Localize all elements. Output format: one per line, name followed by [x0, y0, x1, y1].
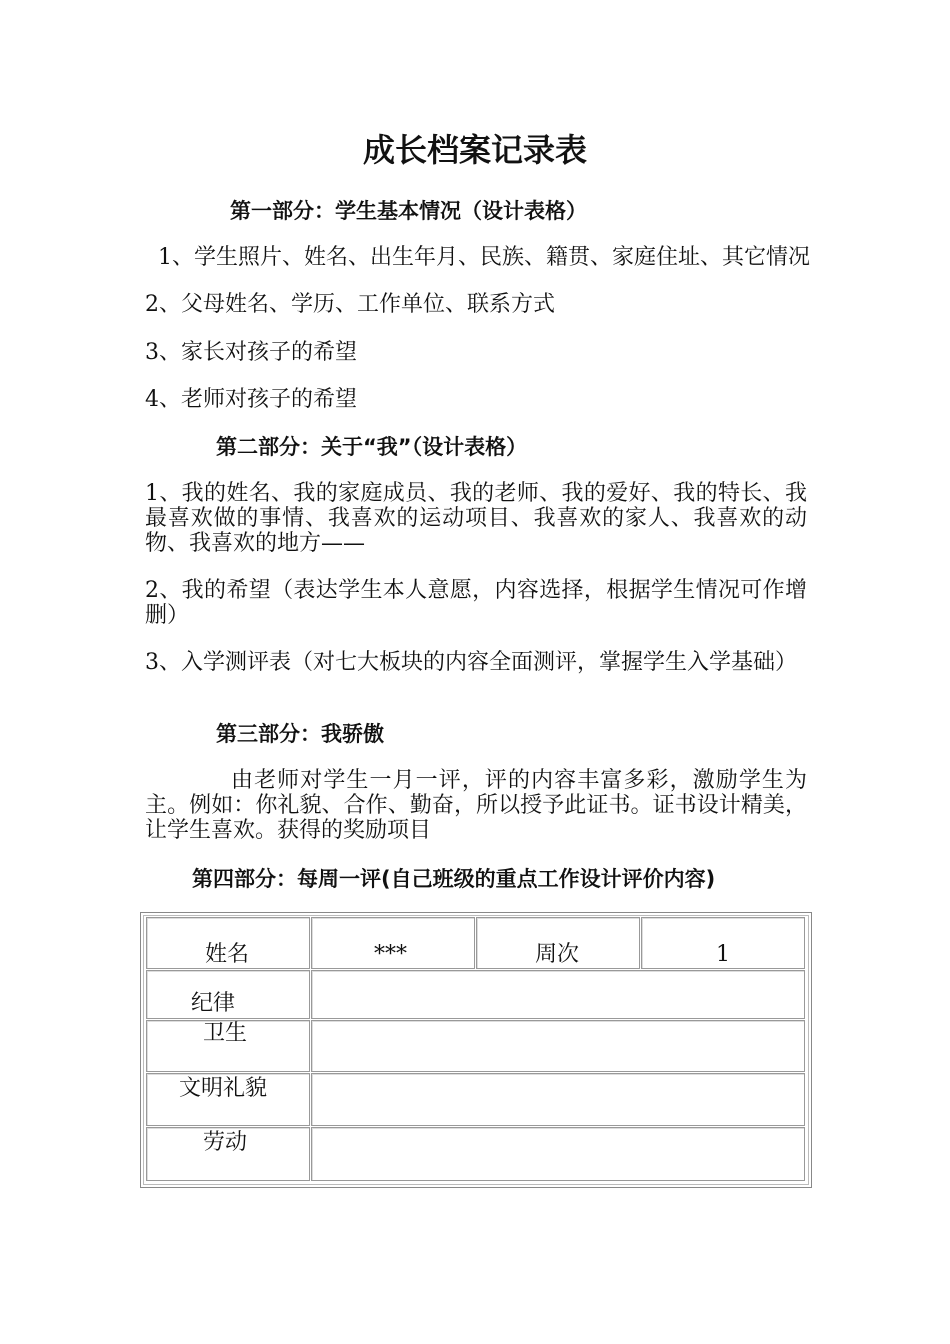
section-heading-part3: 第三部分：我骄傲 [216, 722, 384, 746]
table-header-cell [641, 917, 805, 969]
row-label: 劳动 [203, 1130, 248, 1155]
list-item: 1、学生照片、姓名、出生年月、民族、籍贯、家庭住址、其它情况 [158, 245, 810, 270]
list-item: 4、老师对孩子的希望 [145, 387, 357, 412]
table-row-label-cell [146, 970, 310, 1019]
section-heading-part1: 第一部分：学生基本情况（设计表格） [230, 199, 587, 223]
header-label-name: 姓名 [205, 942, 250, 967]
table-row-label-cell [146, 1020, 310, 1072]
paragraph: 由老师对学生一月一评，评的内容丰富多彩，激励学生为主。例如：你礼貌、合作、勤奋，所以授予此证书。证书设计精美，让学生喜欢。获得的奖励项目 [145, 768, 807, 843]
header-value-name: *** [374, 942, 407, 967]
table-header-cell [476, 917, 640, 969]
table-row-label-cell [146, 1127, 310, 1181]
table-row-value-cell [311, 970, 805, 1019]
header-label-week: 周次 [535, 942, 580, 967]
row-label: 卫生 [203, 1021, 248, 1046]
header-value-week: 1 [716, 942, 730, 967]
list-item: 3、入学测评表（对七大板块的内容全面测评，掌握学生入学基础） [145, 650, 797, 675]
list-item: 3、家长对孩子的希望 [145, 340, 357, 365]
list-item: 1、我的姓名、我的家庭成员、我的老师、我的爱好、我的特长、我最喜欢做的事情、我喜欢的运动项目、我喜欢的家人、我喜欢的动物、我喜欢的地方—— [145, 481, 807, 556]
list-item: 2、我的希望（表达学生本人意愿，内容选择，根据学生情况可作增删） [145, 578, 807, 628]
table-header-cell [311, 917, 475, 969]
table-row-value-cell [311, 1073, 805, 1126]
section-heading-part4: 第四部分：每周一评(自己班级的重点工作设计评价内容) [192, 867, 716, 891]
section-heading-part2: 第二部分：关于“我”（设计表格） [216, 435, 528, 459]
table-header-cell [146, 917, 310, 969]
page-title: 成长档案记录表 [362, 131, 587, 169]
list-item: 2、父母姓名、学历、工作单位、联系方式 [145, 292, 555, 317]
table-row-value-cell [311, 1020, 805, 1072]
table-row-value-cell [311, 1127, 805, 1181]
row-label: 文明礼貌 [179, 1076, 268, 1101]
table-row-label-cell [146, 1073, 310, 1126]
weekly-evaluation-table [140, 912, 812, 1188]
row-label: 纪律 [191, 991, 236, 1016]
